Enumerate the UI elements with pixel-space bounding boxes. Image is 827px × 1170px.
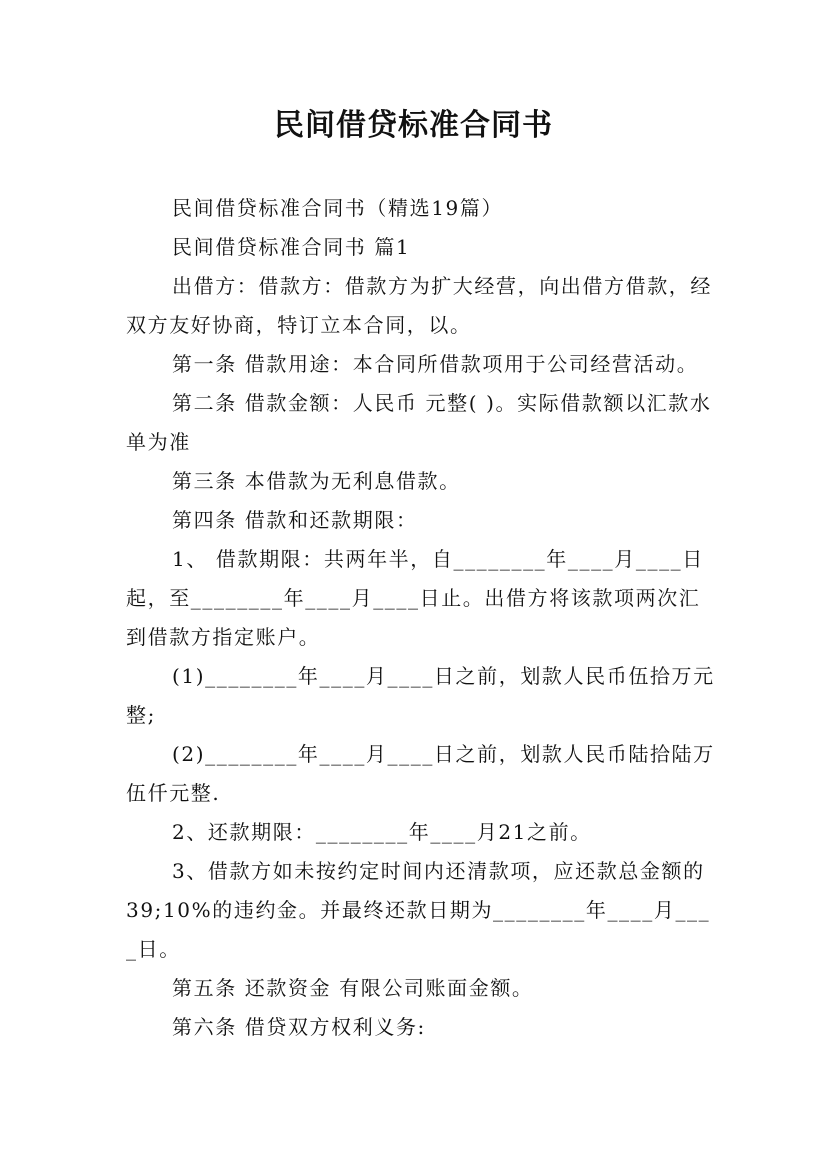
paragraph-article-2: 第二条 借款金额：人民币 元整( )。实际借款额以汇款水单为准: [126, 391, 712, 454]
paragraph-article-6: 第六条 借贷双方权利义务:: [172, 1015, 426, 1039]
paragraph-installment-1: (1)________年____月____日之前，划款人民币伍拾万元整;: [126, 664, 715, 727]
paragraph-article-1: 第一条 借款用途：本合同所借款项用于公司经营活动。: [172, 352, 699, 376]
paragraph-parties: 出借方：借款方：借款方为扩大经营，向出借方借款，经双方友好协商，特订立本合同，以。: [126, 274, 712, 337]
paragraph-loan-term: 1、 借款期限：共两年半，自________年____月____日起，至________年____月____日止。出借方将该款项两次汇到借款方指定账户。: [126, 547, 704, 649]
document-body: [126, 189, 716, 1047]
paragraph-repayment-term: 2、还款期限：________年____月21之前。: [172, 820, 592, 844]
paragraph-section-heading: 民间借贷标准合同书 篇1: [172, 235, 411, 259]
paragraph-penalty: 3、借款方如未按约定时间内还清款项，应还款总金额的39;10%的违约金。并最终还款日期为________年____月____日。: [126, 859, 711, 961]
paragraph-article-3: 第三条 本借款为无利息借款。: [172, 469, 461, 493]
document-title: 民间借贷标准合同书: [274, 108, 553, 143]
paragraph-article-4: 第四条 借款和还款期限：: [172, 508, 418, 532]
paragraph-subtitle: 民间借贷标准合同书（精选19篇）: [172, 196, 504, 220]
paragraph-installment-2: (2)________年____月____日之前，划款人民币陆拾陆万伍仟元整.: [126, 742, 715, 805]
paragraph-article-5: 第五条 还款资金 有限公司账面金额。: [172, 976, 534, 1000]
